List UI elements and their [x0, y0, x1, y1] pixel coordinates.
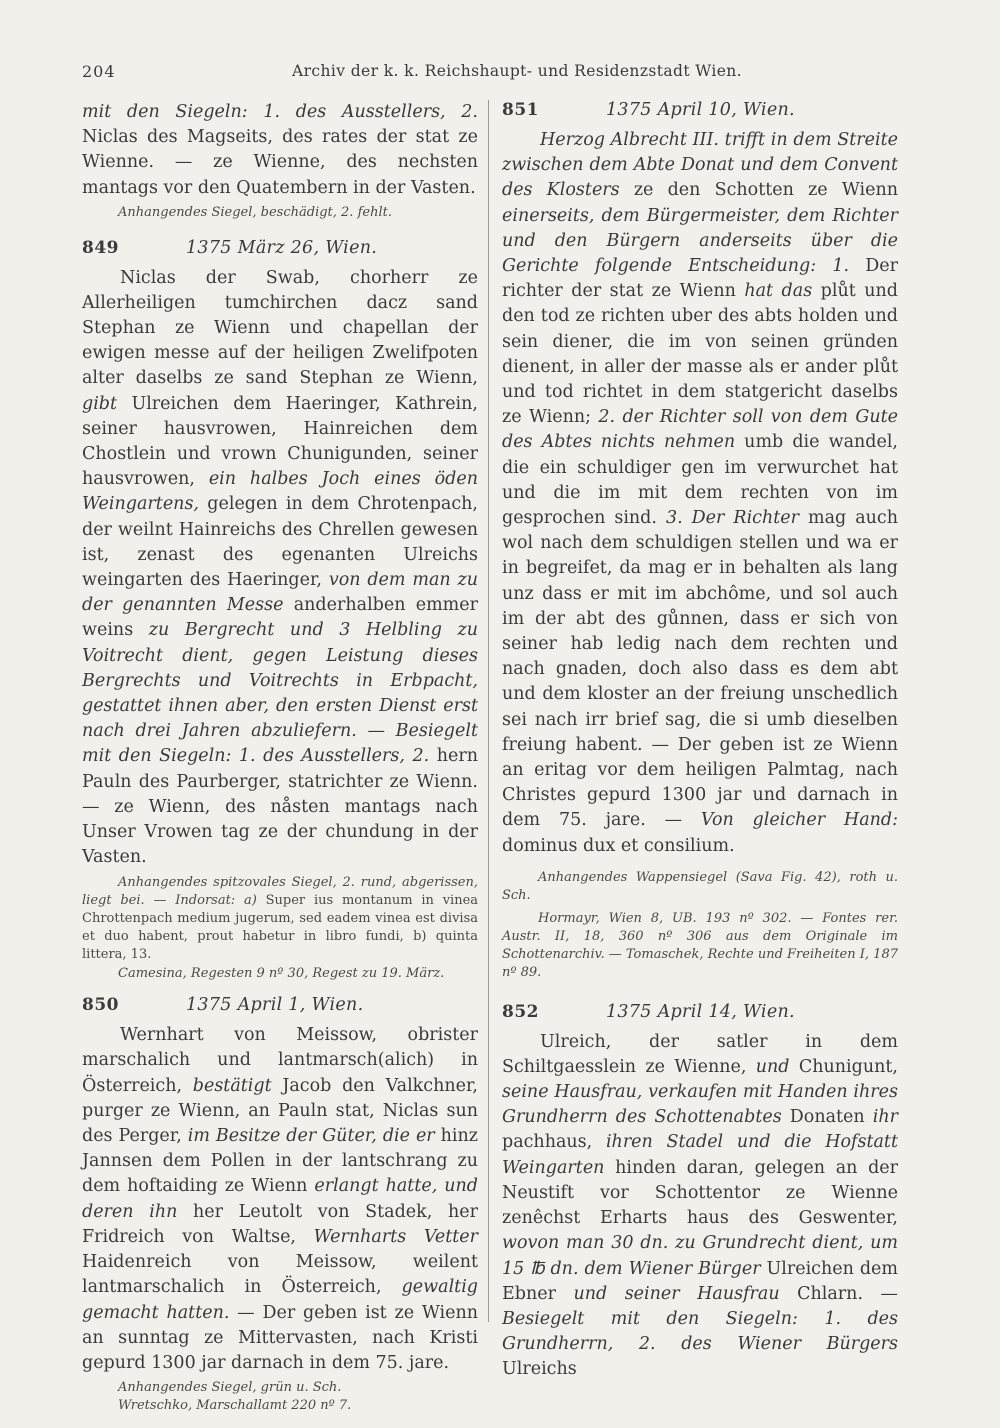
entry-849-heading	[82, 238, 478, 258]
text-run: Haidenreich von Meissow, weilent lantmarschalich in Österreich,	[82, 1252, 478, 1298]
left-column	[82, 100, 478, 1415]
entry-849-note	[82, 874, 478, 963]
text-run: Niclas der Swab, chorherr ze Allerheiligen tumchirchen dacz sand Stephan ze Wienn und chapellan der ewigen messe auf der heiligen Zwelifpoten alter daselbs ze sand Stephan ze Wienn,	[82, 267, 478, 389]
text-run: Der richter der stat ze Wienn	[502, 256, 898, 302]
text-run: 2. der Richter soll von dem Gute des Abtes nichts nehmen	[502, 407, 898, 453]
text-run: Herzog Albrecht III. trifft in dem Streite zwischen dem Abte Donat und dem Convent des Klosters	[502, 130, 898, 201]
text-run: gibt	[82, 393, 118, 414]
text-run: dominus dux et consilium.	[502, 835, 735, 856]
text-run: — Der geben ist ze Wienn an sunntag ze Mittervasten, nach Kristi gepurd 1300 jar darnach in dem 75. jare.	[82, 1302, 478, 1373]
page-number: 204	[82, 62, 116, 81]
text-run: ze den Schotten ze Wienn	[619, 180, 899, 201]
column-divider	[488, 100, 489, 1322]
text-run: Besiegelt mit den Siegeln: 1. des Grundherrn, 2. des Wiener Bürgers	[502, 1308, 898, 1355]
running-title: Archiv der k. k. Reichshaupt- und Residenzstadt Wien.	[292, 62, 742, 80]
text-run: Donaten	[781, 1107, 873, 1128]
text-run: umb die wandel, die ein schuldiger gen im verwurchet hat und die im mit dem rechten von im gesprochen sind.	[502, 432, 898, 529]
text-run: und	[755, 1056, 790, 1077]
text-run: her Leutolt von Stadek, her Fridreich von Waltse,	[82, 1201, 478, 1247]
text-run: ein halbes Joch eines öden Weingartens,	[82, 469, 478, 515]
text-run: Chunigunt,	[789, 1056, 898, 1077]
entry-850-number: 850	[82, 995, 119, 1016]
text-run: hinden daran, gelegen an der Neustift vor Schottentor ze Wienne zenêchst Erharts haus des Geswenter,	[502, 1157, 898, 1229]
text-run: Wernharts Vetter	[313, 1226, 478, 1247]
entry-850-text	[82, 1023, 478, 1376]
text-run: plůt und den tod ze richten uber des abts holden und sein diener, die im von seinen gründen dienent, in aller der masse als er ander plůt und tod richtet in dem statgericht daselbs ze Wienn;	[502, 281, 898, 428]
text-run: Ulreichen dem Ebner	[502, 1258, 898, 1304]
entry-851-text	[502, 128, 898, 859]
entry-852-date: 1375 April 14, Wien.	[606, 1001, 795, 1022]
text-run: ihren Stadel und die Hofstatt Weingarten	[502, 1132, 898, 1178]
text-run: gelegen in dem Chrotenpach, der weilnt Hainreichs des Chrellen gewesen ist, zenast des egenanten Ulreichs weingarten des Haeringer,	[82, 494, 478, 591]
entry-850-literature-note: Wretschko, Marschallamt 220 nº 7.	[118, 1397, 352, 1413]
entry-851-literature-note: Hormayr, Wien 8, UB. 193 nº 302. — Fontes rer. Austr. II, 18, 360 nº 306 aus dem Originale im Schottenarchiv. — Tomaschek, Rechte und Freiheiten I, 187 nº 89.	[502, 911, 898, 980]
text-run: Ulreich, der satler in dem Schiltgaesslein ze Wienne,	[502, 1031, 898, 1077]
text-run: hinz Jannsen dem Pollen in der lantschrang zu dem hoftaiding ze Wienn	[82, 1126, 479, 1197]
text-run: Ulreichen dem Haeringer, Kathrein, seiner hausvrowen, Hainreichen dem Chostlein und vrown Chunigunden, seiner hausvrowen,	[82, 393, 478, 490]
text-run: Ulreichs	[502, 1359, 577, 1380]
text-run: im Besitze der Güter, die er	[187, 1126, 435, 1147]
text-run: gewaltig gemacht hatten.	[82, 1277, 478, 1323]
entry-851-heading	[502, 100, 898, 120]
entry-851-date: 1375 April 10, Wien.	[606, 100, 795, 120]
text-run: pachhaus,	[502, 1132, 606, 1153]
entry-852-text	[502, 1030, 898, 1383]
page-header	[82, 62, 885, 84]
entry-849-note-german: Anhangendes spitzovales Siegel, 2. rund, abgerissen, liegt bei. — Indorsat: a)	[82, 875, 478, 909]
text-run: erlangt hatte, und deren ihn	[82, 1176, 478, 1222]
text-run: zu Bergrecht und 3 Helbling zu Voitrecht dient, gegen Leistung dieses Bergrechts und Voitrechts in Erbpacht, gestattet ihnen aber, den ersten Dienst erst nach drei Jahren abzuliefern. — Besiegelt mit den Siegeln: 1. des Ausstellers, 2.	[82, 620, 478, 767]
text-run: 3. Der Richter	[665, 508, 799, 529]
entry-849-number: 849	[82, 237, 119, 258]
entry-850-heading	[82, 995, 478, 1015]
entry-852-heading	[502, 1002, 898, 1022]
entry-851-seal-note: Anhangendes Wappensiegel (Sava Fig. 42), roth u. Sch.	[502, 869, 898, 903]
entry-848-seal-note: Anhangendes Siegel, beschädigt, 2. fehlt.	[118, 204, 392, 220]
text-run: ihr	[872, 1107, 898, 1128]
text-run: Von gleicher Hand:	[700, 810, 898, 831]
entry-852-number: 852	[502, 1001, 539, 1022]
text-run: einerseits, dem Bürgermeister, dem Richter und den Bürgern anderseits über die Gerichte folgende Entscheidung: 1.	[502, 205, 898, 277]
right-column	[502, 100, 898, 1383]
text-run: seine Hausfrau, verkaufen mit Handen ihres Grundherrn des Schottenabtes	[502, 1082, 898, 1128]
text-run: bestätigt	[192, 1075, 272, 1096]
text-run: hat das	[744, 281, 813, 302]
entry-851-number: 851	[502, 100, 539, 120]
entry-849-note-latin: Super ius montanum in vinea Chrottenpach medium jugerum, sed eadem vinea est divisa et duo habent, prout habetur in libro fundi, b) quinta littera, 13.	[82, 893, 479, 962]
text-run: Niclas des Magseits, des rates der stat ze Wienne. — ze Wienne, des nechsten mantags vor den Quatembern in der Vasten.	[82, 127, 478, 198]
text-run: hern Pauln des Paurberger, statrichter ze Wienn. — ze Wienn, des nåsten mantags nach Unser Vrowen tag ze der chundung in der Vasten.	[82, 746, 478, 868]
entry-850-date: 1375 April 1, Wien.	[186, 995, 364, 1016]
text-run: von dem man zu der genannten Messe	[82, 570, 478, 616]
text-run: anderhalben emmer weins	[82, 595, 479, 641]
text-run: mag auch wol nach dem schuldigen stellen und wa er in begreifet, da mag er in behalten als lang unz dass er mit im abchôme, und sol auch im der abt des gůnnen, dass er sich von seiner hab ledig nach dem rechten und nach gnaden, doch also dass es dem abt und dem kloster an der freiung unschedlich sei nach irr brief sag, die si umb dieselben freiung habent. — Der geben ist ze Wienn an eritag vor dem heiligen Palmtag, nach Christes gepurd 1300 jar und darnach in dem 75. jare. —	[502, 508, 898, 831]
entry-849-date: 1375 März 26, Wien.	[186, 237, 378, 258]
text-run: Wernhart von Meissow, obrister marschalich und lantmarsch(alich) in Österreich,	[82, 1025, 478, 1096]
text-run: und seiner Hausfrau	[573, 1283, 780, 1304]
text-run: Jacob den Valkchner, purger ze Wienn, an Pauln stat, Niclas sun des Perger,	[82, 1075, 478, 1147]
text-run: mit den Siegeln: 1. des Ausstellers, 2.	[82, 102, 478, 122]
entry-849-text	[82, 266, 478, 871]
text-run: wovon man 30 dn. zu Grundrecht dient, um 15 ℔ dn. dem Wiener Bürger	[502, 1233, 898, 1279]
entry-849-regest-note: Camesina, Regesten 9 nº 30, Regest zu 19. März.	[118, 966, 445, 982]
entry-848-continuation	[82, 100, 478, 201]
entry-850-seal-note: Anhangendes Siegel, grün u. Sch.	[118, 1380, 342, 1396]
text-run: Chlarn. —	[779, 1283, 898, 1304]
